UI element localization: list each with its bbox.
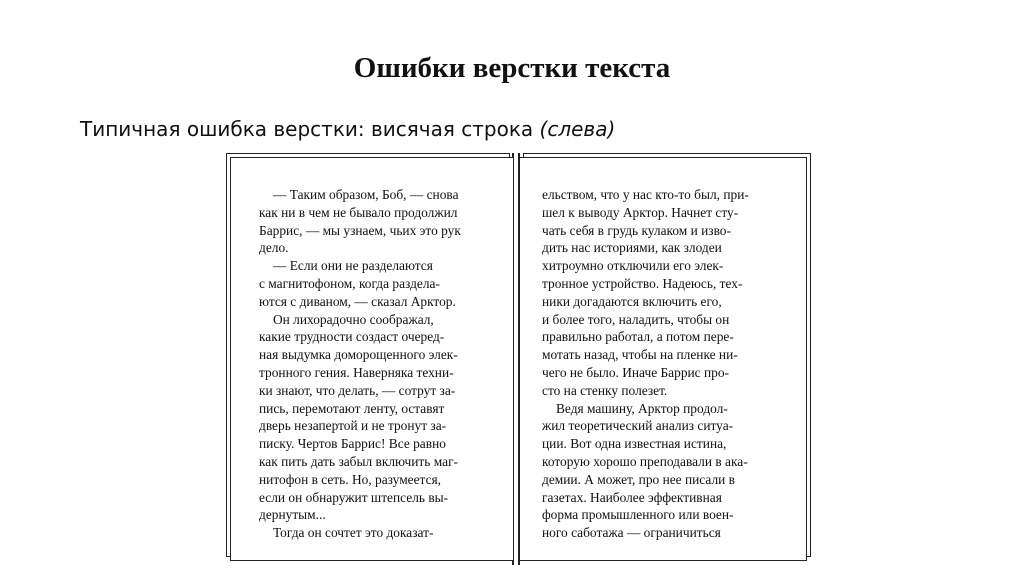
- text-line: дернутым...: [259, 507, 326, 523]
- left-page: [230, 157, 514, 561]
- text-line: какие трудности создаст очеред-: [259, 329, 445, 345]
- subtitle-main: Типичная ошибка верстки: висячая строка: [80, 117, 540, 141]
- text-line: пись, перемотают ленту, оставят: [259, 400, 445, 416]
- subtitle-note: (слева): [539, 117, 616, 141]
- text-line: шел к выводу Арктор. Начнет сту-: [542, 204, 739, 220]
- text-line: хитроумно отключили его элек-: [542, 258, 724, 274]
- left-page-text: [259, 186, 497, 542]
- text-line: нитофон в сеть. Но, разумеется,: [259, 471, 442, 487]
- text-line: если он обнаружит штепсель вы-: [259, 489, 449, 505]
- text-line: ного саботажа — ограничиться: [542, 525, 721, 541]
- text-line: как ни в чем не бывало продолжил: [259, 204, 458, 220]
- text-line: ции. Вот одна известная истина,: [542, 436, 727, 452]
- text-line: и более того, наладить, чтобы он: [542, 311, 730, 327]
- text-line: Баррис, — мы узнаем, чьих это рук: [259, 222, 461, 238]
- subtitle: [80, 117, 615, 141]
- text-line: ются с диваном, — сказал Арктор.: [259, 293, 456, 309]
- text-line: газетах. Наиболее эффективная: [542, 489, 722, 505]
- text-line: чать себя в грудь кулаком и изво-: [542, 222, 731, 238]
- text-line: тронного гения. Наверняка техни-: [259, 364, 454, 380]
- text-line: Он лихорадочно соображал,: [273, 311, 434, 327]
- text-line: как пить дать забыл включить маг-: [259, 453, 459, 469]
- text-line: дело.: [259, 240, 289, 256]
- text-line: сто на стенку полезет.: [542, 382, 668, 398]
- right-page-text: [542, 186, 786, 542]
- text-line: ельством, что у нас кто-то был, при-: [542, 187, 749, 202]
- text-line: ная выдумка доморощенного элек-: [259, 347, 458, 363]
- text-line: Ведя машину, Арктор продол-: [556, 400, 728, 416]
- text-line: Тогда он сочтет это доказат-: [273, 525, 434, 541]
- text-line: — Таким образом, Боб, — снова: [273, 187, 459, 202]
- text-line: правильно работал, а потом пере-: [542, 329, 734, 345]
- text-line: которую хорошо преподавали в ака-: [542, 453, 748, 469]
- right-page: [519, 157, 807, 561]
- slide-title: Ошибки верстки текста: [353, 52, 671, 84]
- text-line: — Если они не разделаются: [273, 258, 433, 274]
- text-line: дить нас историями, как злодеи: [542, 240, 722, 256]
- text-line: тронное устройство. Надеюсь, тех-: [542, 275, 743, 291]
- text-line: дверь незапертой и не тронут за-: [259, 418, 447, 434]
- text-line: ки знают, что делать, — сотрут за-: [259, 382, 456, 398]
- text-line: писку. Чертов Баррис! Все равно: [259, 436, 446, 452]
- text-line: чего не было. Иначе Баррис про-: [542, 364, 729, 380]
- text-line: ники догадаются включить его,: [542, 293, 722, 309]
- text-line: жил теоретический анализ ситуа-: [542, 418, 734, 434]
- open-book-illustration: [223, 153, 819, 567]
- text-line: форма промышленного или воен-: [542, 507, 734, 523]
- text-line: мотать назад, чтобы на пленке ни-: [542, 347, 738, 363]
- text-line: с магнитофоном, когда разделa-: [259, 275, 440, 291]
- text-line: демии. А может, про нее писали в: [542, 471, 735, 487]
